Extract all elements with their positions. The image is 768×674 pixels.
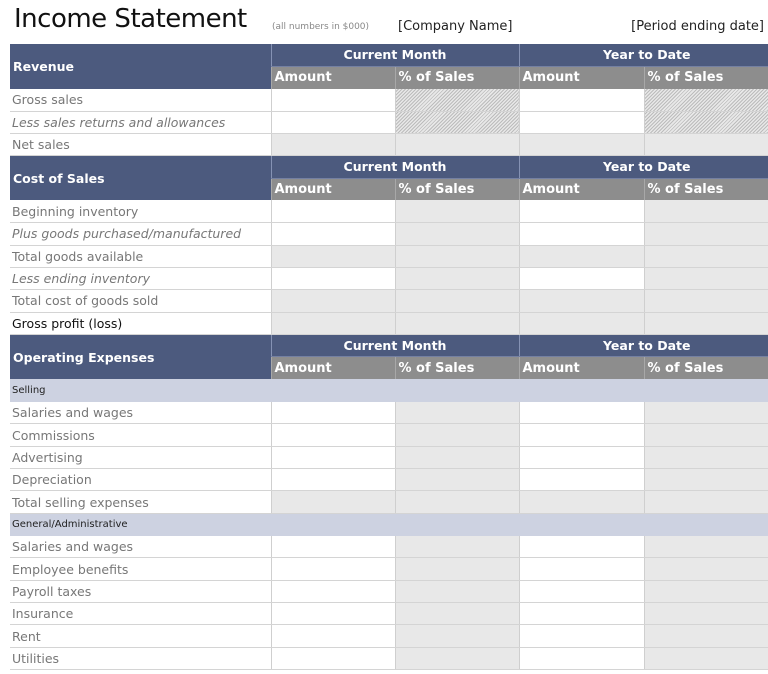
- input-cell[interactable]: [271, 267, 395, 289]
- col-header-amount: Amount: [271, 178, 395, 200]
- col-header-pct-sales: % of Sales: [644, 357, 768, 379]
- row-label: Less sales returns and allowances: [10, 111, 271, 133]
- input-cell[interactable]: [271, 558, 395, 580]
- table-row: [10, 446, 768, 468]
- table-row: [10, 290, 768, 312]
- calc-cell[interactable]: [395, 424, 519, 446]
- page-title: Income Statement: [14, 4, 247, 34]
- calc-cell[interactable]: [644, 402, 768, 424]
- calc-cell[interactable]: [395, 267, 519, 289]
- col-header-pct-sales: % of Sales: [395, 66, 519, 88]
- row-label: Beginning inventory: [10, 200, 271, 222]
- col-header-amount: Amount: [519, 357, 644, 379]
- input-cell[interactable]: [271, 647, 395, 669]
- table-row: [10, 580, 768, 602]
- col-header-pct-sales: % of Sales: [644, 178, 768, 200]
- row-label: Payroll taxes: [10, 580, 271, 602]
- calc-cell[interactable]: [271, 245, 395, 267]
- col-header-amount: Amount: [519, 66, 644, 88]
- calc-cell[interactable]: [395, 647, 519, 669]
- calc-cell[interactable]: [519, 491, 644, 513]
- calc-cell[interactable]: [519, 133, 644, 155]
- disabled-cell: [644, 89, 768, 111]
- calc-cell[interactable]: [395, 200, 519, 222]
- calc-cell[interactable]: [395, 446, 519, 468]
- category-row-general-admin: [10, 513, 768, 535]
- calc-cell[interactable]: [644, 558, 768, 580]
- sheet-header: [0, 0, 768, 44]
- row-label: Net sales: [10, 133, 271, 155]
- calc-cell[interactable]: [395, 312, 519, 334]
- input-cell[interactable]: [519, 536, 644, 558]
- table-row: [10, 625, 768, 647]
- income-statement-table: [10, 44, 768, 670]
- row-label: Total cost of goods sold: [10, 290, 271, 312]
- input-cell[interactable]: [519, 89, 644, 111]
- calc-cell[interactable]: [644, 491, 768, 513]
- table-row: [10, 312, 768, 334]
- input-cell[interactable]: [271, 223, 395, 245]
- calc-cell[interactable]: [519, 312, 644, 334]
- table-row: [10, 133, 768, 155]
- input-cell[interactable]: [271, 603, 395, 625]
- input-cell[interactable]: [519, 603, 644, 625]
- group-header-current-month: Current Month: [271, 44, 519, 66]
- disabled-cell: [395, 111, 519, 133]
- table-row: [10, 402, 768, 424]
- calc-cell[interactable]: [644, 603, 768, 625]
- calc-cell[interactable]: [519, 245, 644, 267]
- row-label: Plus goods purchased/manufactured: [10, 223, 271, 245]
- input-cell[interactable]: [271, 200, 395, 222]
- table-row: [10, 469, 768, 491]
- table-row: [10, 536, 768, 558]
- calc-cell[interactable]: [519, 290, 644, 312]
- calc-cell[interactable]: [644, 580, 768, 602]
- group-header-current-month: Current Month: [271, 334, 519, 356]
- col-header-amount: Amount: [271, 66, 395, 88]
- input-cell[interactable]: [271, 111, 395, 133]
- input-cell[interactable]: [519, 200, 644, 222]
- calc-cell[interactable]: [271, 133, 395, 155]
- calc-cell[interactable]: [271, 491, 395, 513]
- calc-cell[interactable]: [395, 402, 519, 424]
- calc-cell[interactable]: [395, 491, 519, 513]
- col-header-amount: Amount: [519, 178, 644, 200]
- input-cell[interactable]: [519, 424, 644, 446]
- section-title-revenue: Revenue: [13, 58, 75, 74]
- row-label: Total selling expenses: [10, 491, 271, 513]
- col-header-pct-sales: % of Sales: [644, 66, 768, 88]
- calc-cell[interactable]: [644, 200, 768, 222]
- row-label: Salaries and wages: [10, 402, 271, 424]
- input-cell[interactable]: [271, 536, 395, 558]
- input-cell[interactable]: [519, 267, 644, 289]
- calc-cell[interactable]: [395, 625, 519, 647]
- calc-cell[interactable]: [395, 558, 519, 580]
- row-label: Employee benefits: [10, 558, 271, 580]
- input-cell[interactable]: [519, 625, 644, 647]
- calc-cell[interactable]: [644, 133, 768, 155]
- calc-cell[interactable]: [395, 223, 519, 245]
- input-cell[interactable]: [519, 469, 644, 491]
- calc-cell[interactable]: [644, 647, 768, 669]
- calc-cell[interactable]: [395, 133, 519, 155]
- row-label: Depreciation: [10, 469, 271, 491]
- row-label: Less ending inventory: [10, 267, 271, 289]
- table-row: [10, 111, 768, 133]
- company-name-field[interactable]: [Company Name]: [398, 19, 513, 34]
- table-row: [10, 491, 768, 513]
- table-row: [10, 424, 768, 446]
- calc-cell[interactable]: [644, 312, 768, 334]
- row-label: Advertising: [10, 446, 271, 468]
- calc-cell[interactable]: [644, 446, 768, 468]
- input-cell[interactable]: [271, 580, 395, 602]
- disabled-cell: [395, 89, 519, 111]
- calc-cell[interactable]: [395, 536, 519, 558]
- calc-cell[interactable]: [271, 290, 395, 312]
- calc-cell[interactable]: [644, 245, 768, 267]
- table-row: [10, 89, 768, 111]
- row-label: Utilities: [10, 647, 271, 669]
- table-row: [10, 245, 768, 267]
- input-cell[interactable]: [271, 469, 395, 491]
- group-header-year-to-date: Year to Date: [519, 44, 768, 66]
- col-header-pct-sales: % of Sales: [395, 357, 519, 379]
- input-cell[interactable]: [271, 625, 395, 647]
- group-header-current-month: Current Month: [271, 156, 519, 178]
- table-row: [10, 647, 768, 669]
- calc-cell[interactable]: [644, 223, 768, 245]
- table-row: [10, 603, 768, 625]
- category-label: General/Administrative: [10, 513, 768, 535]
- table-row: [10, 200, 768, 222]
- disabled-cell: [644, 111, 768, 133]
- calc-cell[interactable]: [644, 424, 768, 446]
- calc-cell[interactable]: [644, 625, 768, 647]
- input-cell[interactable]: [271, 89, 395, 111]
- input-cell[interactable]: [519, 446, 644, 468]
- table-row: [10, 558, 768, 580]
- row-label: Total goods available: [10, 245, 271, 267]
- group-header-year-to-date: Year to Date: [519, 334, 768, 356]
- calc-cell[interactable]: [644, 536, 768, 558]
- category-label: Selling: [10, 379, 768, 401]
- calc-cell[interactable]: [644, 267, 768, 289]
- input-cell[interactable]: [271, 402, 395, 424]
- row-label: Gross sales: [10, 89, 271, 111]
- category-row-selling: [10, 379, 768, 401]
- input-cell[interactable]: [519, 223, 644, 245]
- input-cell[interactable]: [519, 558, 644, 580]
- section-title-cost-of-sales: Cost of Sales: [13, 170, 105, 186]
- calc-cell[interactable]: [395, 603, 519, 625]
- input-cell[interactable]: [519, 647, 644, 669]
- calc-cell[interactable]: [395, 580, 519, 602]
- calc-cell[interactable]: [395, 245, 519, 267]
- group-header-year-to-date: Year to Date: [519, 156, 768, 178]
- table-row: [10, 223, 768, 245]
- row-label: Gross profit (loss): [10, 312, 271, 334]
- input-cell[interactable]: [271, 424, 395, 446]
- row-label: Rent: [10, 625, 271, 647]
- col-header-amount: Amount: [271, 357, 395, 379]
- col-header-pct-sales: % of Sales: [395, 178, 519, 200]
- row-label: Salaries and wages: [10, 536, 271, 558]
- input-cell[interactable]: [519, 402, 644, 424]
- input-cell[interactable]: [271, 446, 395, 468]
- units-note: (all numbers in $000): [272, 22, 370, 32]
- input-cell[interactable]: [519, 111, 644, 133]
- calc-cell[interactable]: [271, 312, 395, 334]
- row-label: Insurance: [10, 603, 271, 625]
- calc-cell[interactable]: [644, 469, 768, 491]
- section-title-operating-expenses: Operating Expenses: [13, 349, 155, 365]
- calc-cell[interactable]: [395, 290, 519, 312]
- period-ending-field[interactable]: [Period ending date]: [631, 19, 764, 34]
- table-row: [10, 267, 768, 289]
- row-label: Commissions: [10, 424, 271, 446]
- calc-cell[interactable]: [395, 469, 519, 491]
- calc-cell[interactable]: [644, 290, 768, 312]
- input-cell[interactable]: [519, 580, 644, 602]
